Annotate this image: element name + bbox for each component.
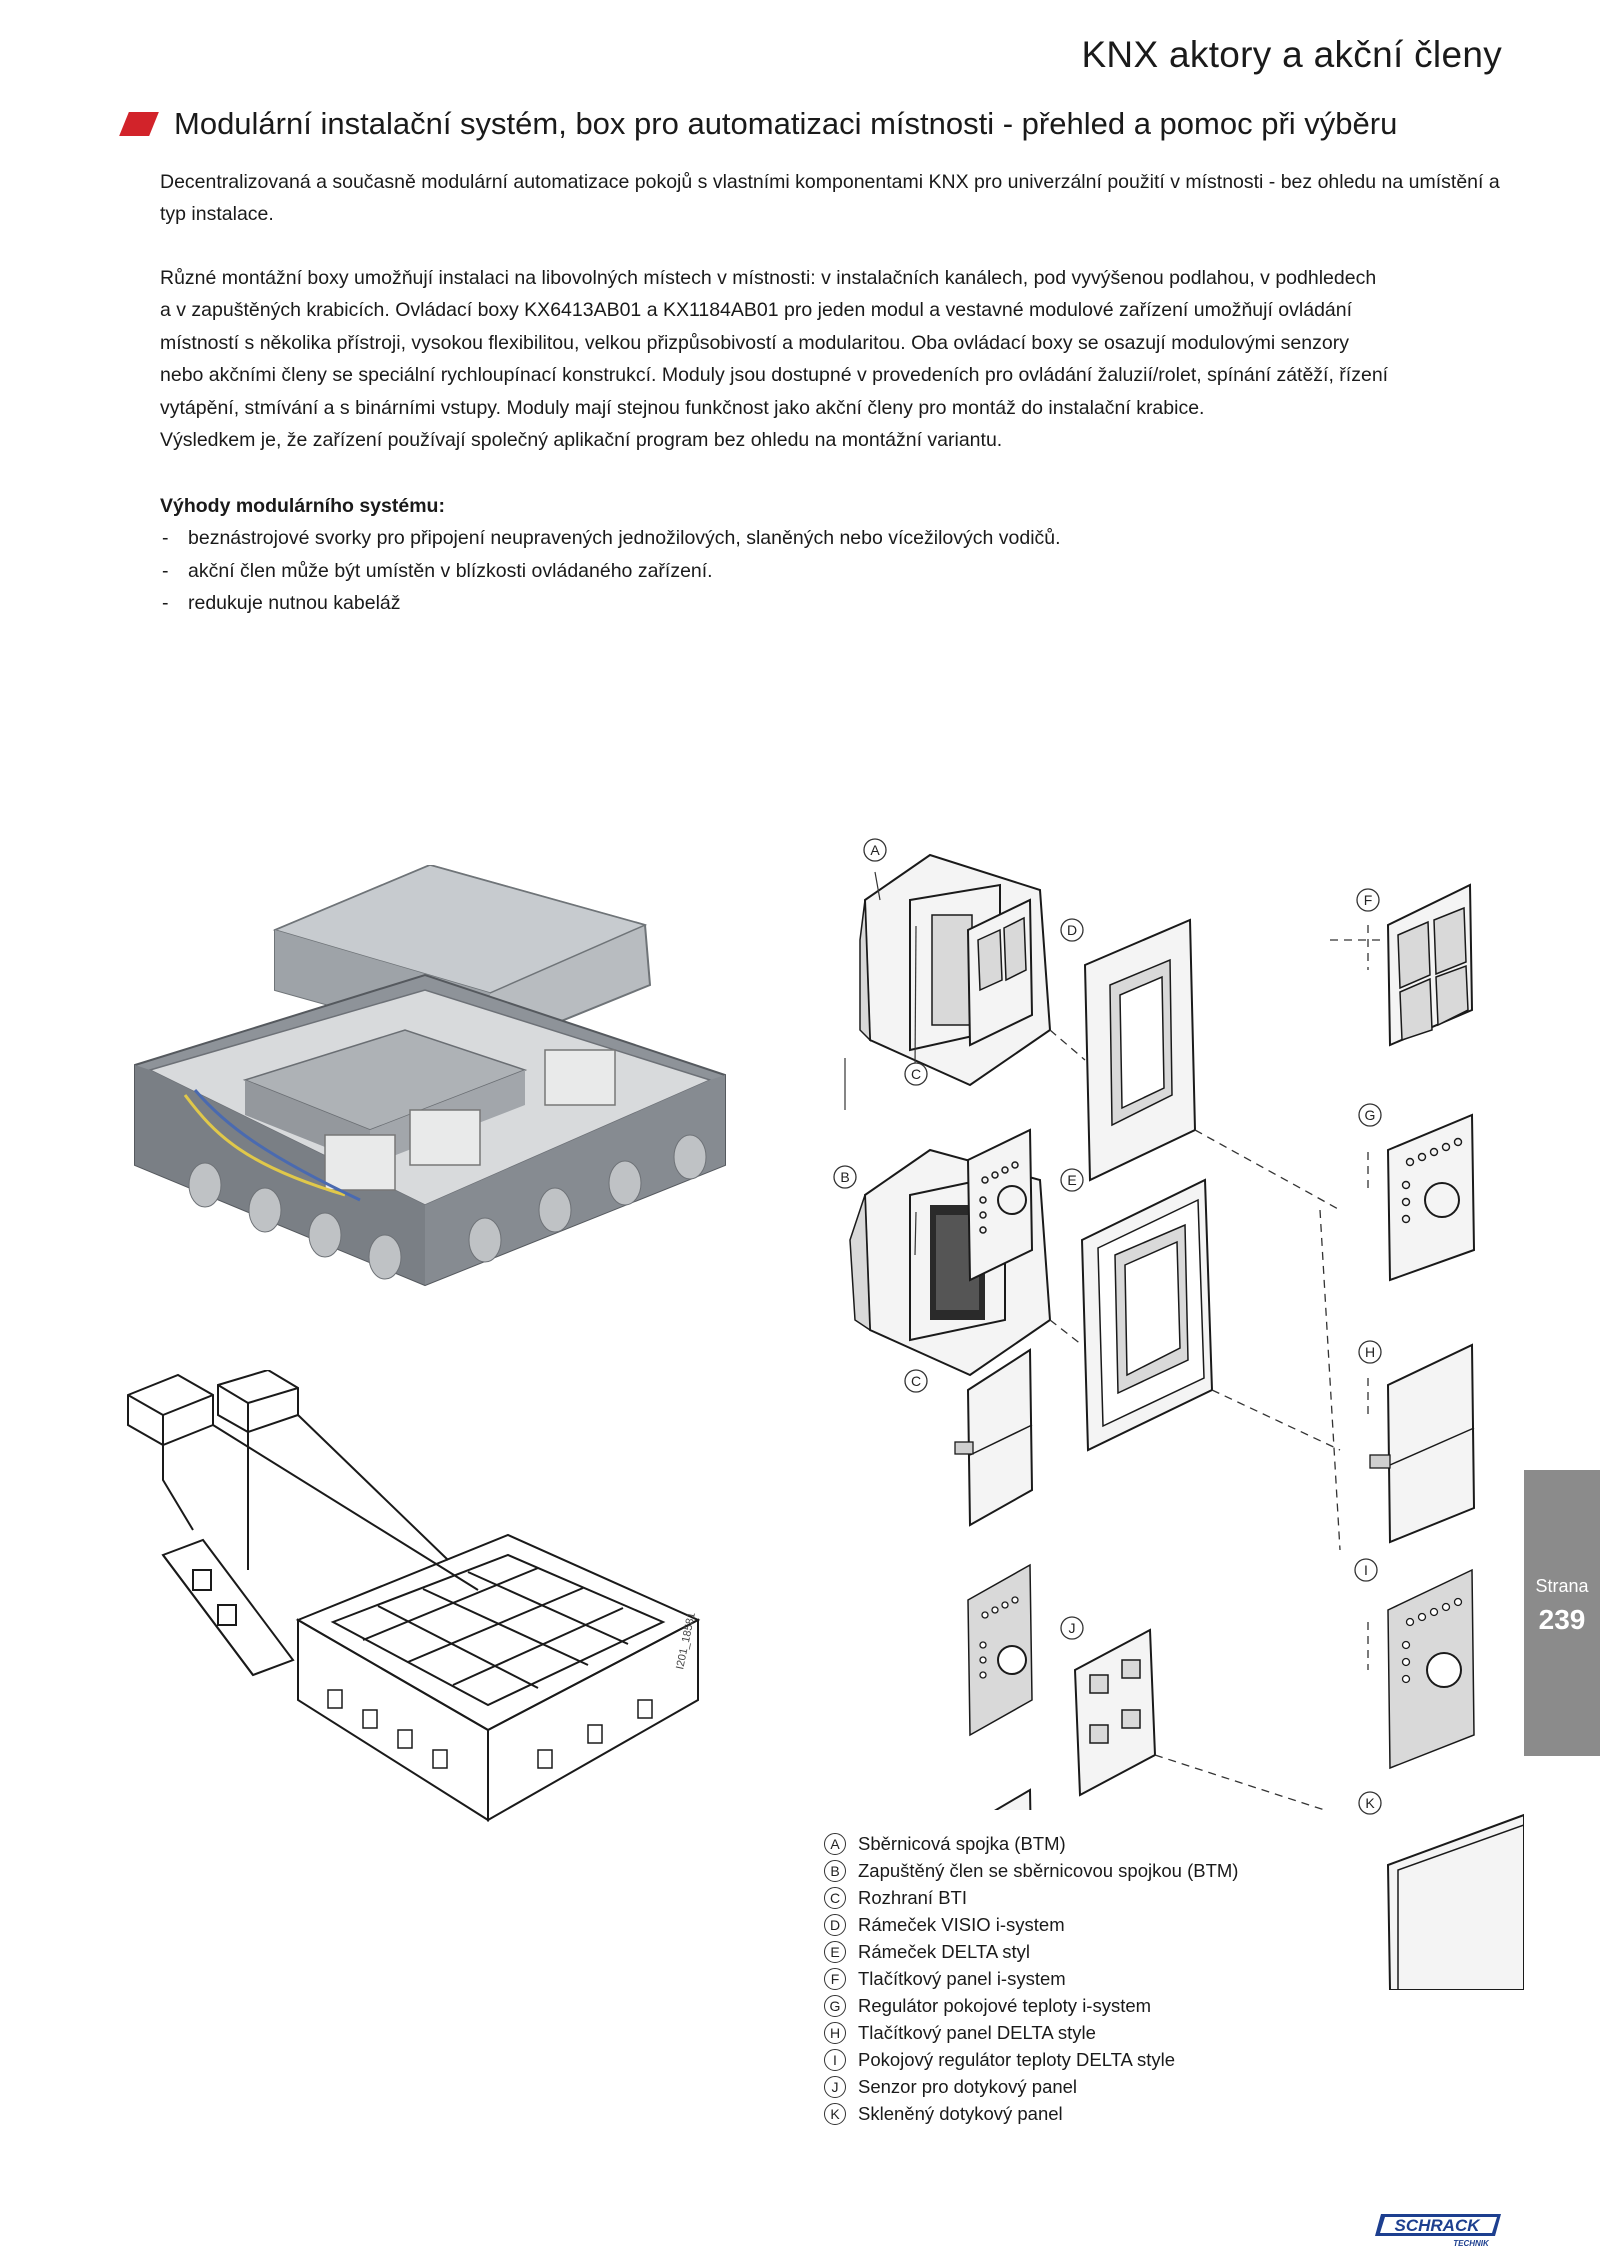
legend-letter: I <box>824 2049 846 2071</box>
section-title <box>124 106 1397 142</box>
svg-text:E: E <box>1067 1172 1077 1188</box>
legend-text: Tlačítkový panel i-system <box>858 1967 1066 1989</box>
legend-text: Rozhraní BTI <box>858 1886 967 1908</box>
drawing-code-label: I201_18581 <box>674 1611 699 1671</box>
figure-legend <box>824 1830 1238 2127</box>
description-line: Různé montážní boxy umožňují instalaci na libovolných místech v místnosti: v instalačních kanálech, pod vyvýšenou podlahou, v podhledech <box>160 267 1377 289</box>
legend-letter: C <box>824 1887 846 1909</box>
legend-item <box>824 2046 1238 2073</box>
callout-k <box>1359 1792 1381 1814</box>
legend-text: Rámeček VISIO i-system <box>858 1913 1065 1935</box>
callout-a <box>864 839 886 861</box>
legend-item <box>824 1911 1238 1938</box>
callout-c-top <box>905 1063 927 1085</box>
intro-paragraph: Decentralizovaná a současně modulární automatizace pokojů s vlastními komponentami KNX pro univerzální použití v místnosti - bez ohledu na umístění a typ instalace. <box>160 171 1500 226</box>
devices-column <box>1340 880 1524 1990</box>
description-line: místností s několika přístroji, vysokou flexibilitou, velkou přizpůsobivostí a modularitou. Oba ovládací boxy se osazují modulovými senzory <box>160 331 1349 354</box>
svg-text:SCHRACK: SCHRACK <box>1394 2216 1480 2235</box>
description-paragraph <box>160 262 1502 456</box>
legend-letter: A <box>824 1833 846 1855</box>
callout-b <box>834 1166 856 1188</box>
legend-text: Rámeček DELTA styl <box>858 1940 1031 1962</box>
callout-e <box>1061 1169 1083 1191</box>
legend-text: Skleněný dotykový panel <box>858 2102 1063 2124</box>
description-line: nebo akčními členy se speciální rychloupínací konstrukcí. Moduly jsou dostupné v provedeních pro ovládání žaluzií/rolet, spínání zátěží, řízení <box>160 364 1389 387</box>
svg-text:J: J <box>1068 1620 1076 1636</box>
legend-text: Senzor pro dotykový panel <box>858 2075 1078 2097</box>
legend-text: Tlačítkový panel DELTA style <box>858 2021 1096 2043</box>
legend-item <box>824 1938 1238 1965</box>
svg-text:TECHNIK: TECHNIK <box>1453 2239 1489 2248</box>
svg-text:I: I <box>1364 1562 1368 1578</box>
legend-item <box>824 1965 1238 1992</box>
page-number: 239 <box>1538 1604 1586 1635</box>
legend-item <box>824 1884 1238 1911</box>
automation-box-image <box>125 865 735 1305</box>
legend-letter: K <box>824 2103 846 2125</box>
legend-letter: F <box>824 1968 846 1990</box>
description-line: Výsledkem je, že zařízení používají společný aplikační program bez ohledu na montážní variantu. <box>160 429 1003 452</box>
legend-letter: J <box>824 2076 846 2098</box>
legend-letter: G <box>824 1995 846 2017</box>
legend-item <box>824 2100 1238 2127</box>
svg-text:H: H <box>1364 1344 1376 1360</box>
legend-text: Zapuštěný člen se sběrnicovou spojkou (BTM) <box>858 1859 1239 1881</box>
legend-text: Pokojový regulátor teploty DELTA style <box>858 2048 1176 2070</box>
legend-item <box>824 1830 1238 1857</box>
legend-letter: D <box>824 1914 846 1936</box>
page-label: Strana <box>1535 1576 1589 1596</box>
legend-item <box>824 1992 1238 2019</box>
description-line: vytápění, stmívání a s binárními vstupy. Moduly mají stejnou funkčnost jako akční členy pro montáž do instalační krabice. <box>160 396 1205 419</box>
benefit-item: - beznástrojové svorky pro připojení neupravených jednožilových, slaněných nebo vícežilových vodičů. <box>160 522 1460 554</box>
legend-letter: E <box>824 1941 846 1963</box>
benefits-section <box>160 490 1460 620</box>
svg-text:D: D <box>1066 922 1078 938</box>
section-heading: Modulární instalační systém, box pro automatizaci místnosti - přehled a pomoc při výběru <box>174 106 1398 141</box>
callout-d <box>1061 919 1083 941</box>
description-line: a v zapuštěných krabicích. Ovládací boxy KX6413AB01 a KX1184AB01 pro jeden modul a vestavné modulové zařízení umožňují ovládání <box>160 299 1353 322</box>
svg-text:G: G <box>1364 1107 1376 1123</box>
callout-h <box>1359 1341 1381 1363</box>
module-system-drawing <box>118 1370 738 1830</box>
schrack-logo <box>1373 2212 1503 2250</box>
callout-i <box>1355 1559 1377 1581</box>
svg-text:B: B <box>840 1169 850 1185</box>
legend-item <box>824 2073 1238 2100</box>
svg-text:F: F <box>1363 892 1373 908</box>
page-number-tab <box>1524 1470 1600 1756</box>
svg-text:K: K <box>1365 1795 1375 1811</box>
benefit-item: - akční člen může být umístěn v blízkosti ovládaného zařízení. <box>160 555 1460 587</box>
callout-f <box>1357 889 1379 911</box>
benefit-item: - redukuje nutnou kabeláž <box>160 587 1460 619</box>
legend-text: Regulátor pokojové teploty i-system <box>858 1994 1152 2016</box>
legend-item <box>824 2019 1238 2046</box>
svg-text:C: C <box>910 1066 922 1082</box>
section-marker-icon <box>119 112 159 136</box>
page-header-title: KNX aktory a akční členy <box>1081 34 1502 75</box>
benefits-list <box>160 522 1460 619</box>
legend-text: Sběrnicová spojka (BTM) <box>858 1832 1066 1854</box>
svg-text:C: C <box>910 1373 922 1389</box>
benefits-heading: Výhody modulárního systému: <box>160 495 445 517</box>
callout-j <box>1061 1617 1083 1639</box>
legend-item <box>824 1857 1238 1884</box>
callout-c-bottom <box>905 1370 927 1392</box>
legend-letter: B <box>824 1860 846 1882</box>
callout-g <box>1359 1104 1381 1126</box>
legend-letter: H <box>824 2022 846 2044</box>
svg-text:A: A <box>870 842 880 858</box>
